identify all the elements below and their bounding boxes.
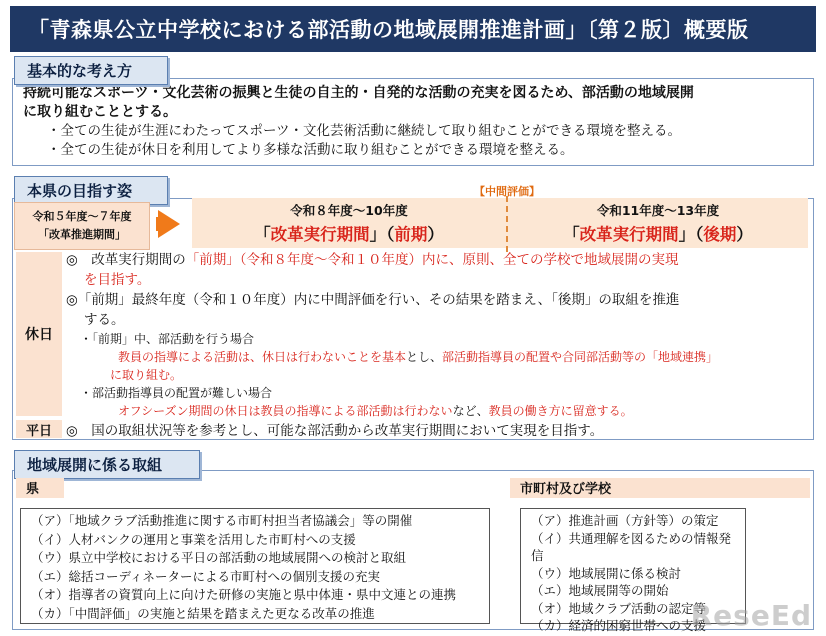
holiday-content	[66, 250, 810, 420]
reform-promotion-name: 「改革推進期間」	[38, 228, 126, 241]
holiday-sub-2: ・部活動指導員の配置が難しい場合	[80, 386, 273, 400]
holiday-line-2: を目指す。	[84, 272, 151, 288]
list-item: （イ）人材バンクの運用と事業を活用した市町村への支援	[31, 531, 356, 547]
basic-concept-box	[12, 78, 814, 166]
arrow-right-icon	[158, 210, 180, 238]
list-item: （エ）地域展開等の開始	[531, 583, 669, 598]
reform-promotion-period	[14, 202, 150, 250]
weekday-content: ◎ 国の取組状況等を参考とし、可能な部活動から改革実行期間において実現を目指す。	[66, 423, 604, 439]
holiday-line-1: ◎ 改革実行期間の「前期」（令和８年度〜令和１０年度）内に、原則、全ての学校で地域展開の実現	[66, 252, 679, 268]
basic-bullet-1: ・全ての生徒が生涯にわたってスポーツ・文化芸術活動に継続して取り組むことができる環境を整える。	[47, 123, 681, 139]
late-period	[508, 198, 808, 248]
basic-lead-line2: に取り組むこととする。	[23, 104, 177, 120]
early-period	[192, 198, 506, 248]
list-item: （オ）指導者の資質向上に向けた研修の実施と県中体連・県中文連との連携	[31, 587, 457, 602]
late-period-name: 「改革実行期間」（後期）	[563, 225, 753, 244]
list-item: （オ）地域クラブ活動の認定等	[531, 600, 707, 616]
reform-execution-periods	[192, 198, 808, 248]
early-period-years: 令和８年度〜10年度	[290, 203, 408, 218]
holiday-sub-1-detail: 教員の指導による活動は、休日は行わないことを基本とし、部活動指導員の配置や合同部活動等の「地域連携」	[118, 350, 719, 364]
holiday-label: 休日	[16, 252, 62, 416]
municipality-label: 市町村及び学校	[510, 478, 810, 498]
list-item: （ウ）県立中学校における平日の部活動の地域展開への検討と取組	[31, 550, 407, 565]
holiday-sub-1-detail-2: に取り組む。	[110, 368, 183, 382]
reform-promotion-years: 令和５年度〜７年度	[32, 210, 132, 223]
basic-lead-line1: 持続可能なスポーツ・文化芸術の振興と生徒の自主的・自発的な活動の充実を図るため、部活動の地域展開	[23, 85, 694, 101]
prefecture-label: 県	[16, 478, 64, 498]
section-tab-basic: 基本的な考え方	[14, 56, 168, 85]
basic-bullet-2: ・全ての生徒が休日を利用してより多様な活動に取り組むことができる環境を整える。	[47, 142, 574, 158]
late-period-years: 令和11年度〜13年度	[596, 203, 720, 218]
list-item: （ア）「地域クラブ活動推進に関する市町村担当者協議会」等の開催	[31, 513, 413, 528]
list-item: （イ）共通理解を図るための情報発信	[531, 530, 732, 563]
holiday-line-3: ◎「前期」最終年度（令和１０年度）内に中間評価を行い、その結果を踏まえ、「後期」の取組を推進	[66, 292, 680, 308]
holiday-sub-2-detail: オフシーズン期間の休日は教員の指導による部活動は行わないなど、教員の働き方に留意する。	[118, 404, 633, 418]
holiday-line-4: する。	[84, 312, 125, 328]
holiday-sub-1: ・「前期」中、部活動を行う場合	[80, 332, 255, 346]
mid-evaluation-label: 【中間評価】	[474, 185, 540, 198]
section-tab-region: 地域展開に係る取組	[14, 450, 200, 479]
early-period-name: 「改革実行期間」（前期）	[254, 225, 444, 244]
prefecture-list	[20, 508, 490, 624]
list-item: （カ）「中間評価」の実施と結果を踏まえた更なる改革の推進	[31, 605, 375, 621]
list-item: （ウ）地域展開に係る検討	[531, 565, 682, 581]
watermark-logo: ReseEd	[690, 599, 812, 632]
page-title: 「青森県公立中学校における部活動の地域展開推進計画」〔第２版〕概要版	[10, 6, 816, 52]
list-item: （カ）経済的困窮世帯への支援	[531, 618, 707, 633]
mid-evaluation-divider	[506, 196, 508, 252]
list-item: （ア）推進計画（方針等）の策定	[531, 513, 719, 528]
weekday-label: 平日	[16, 420, 62, 438]
list-item: （エ）総括コーディネーターによる市町村への個別支援の充実	[31, 568, 381, 584]
section-tab-goal: 本県の目指す姿	[14, 176, 168, 205]
